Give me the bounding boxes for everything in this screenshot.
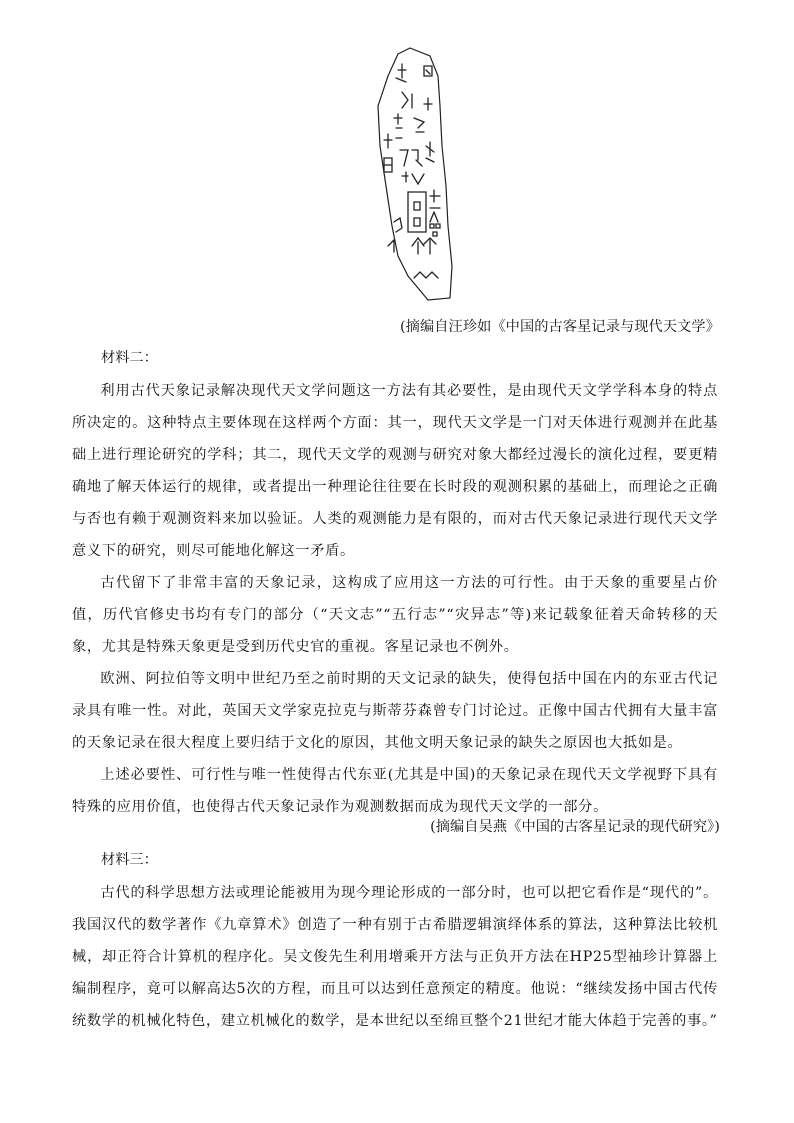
material-2-body <box>72 375 718 823</box>
paragraph: 利用古代天象记录解决现代天文学问题这一方法有其必要性，是由现代天文学学科本身的特点所决定的。这种特点主要体现在这样两个方面：其一，现代天文学是一门对天体进行观测并在此基础上进行理论研究的学科；其二，现代天文学的观测与研究对象大都经过漫长的演化过程，要更精确地了解天体运行的规律，或者提出一种理论往往要在长时段的观测积累的基础上，而理论之正确与否也有赖于观测资料来加以验证。人类的观测能力是有限的，而对古代天象记录进行现代天文学意义下的研究，则尽可能地化解这一矛盾。 <box>72 383 718 559</box>
oracle-bone-inscription-image <box>368 46 468 304</box>
paragraph: 古代的科学思想方法或理论能被用为现今理论形成的一部分时，也可以把它看作是“现代的”。我国汉代的数学著作《九章算术》创造了一种有别于古希腊逻辑演绎体系的算法，这种算法比较机械，却正符合计算机的程序化。吴文俊先生利用增乘开方法与正负开方法在HP25型袖珍计算器上编制程序，竟可以解高达5次的方程，而且可以达到任意预定的精度。他说：“继续发扬中国古代传统数学的机械化特色，建立机械化的数学，是本世纪以至绵亘整个21世纪才能大体趋于完善的事。” <box>72 885 718 1029</box>
material-3-body <box>72 877 718 1037</box>
material-3-label: 材料三： <box>101 852 158 868</box>
source-caption-1: (摘编自汪珍如《中国的古客星记录与现代天文学》 <box>400 319 720 335</box>
source-caption-2: (摘编自吴燕《中国的古客星记录的现代研究》) <box>430 819 720 835</box>
paragraph: 欧洲、阿拉伯等文明中世纪乃至之前时期的天文记录的缺失，使得包括中国在内的东亚古代记录具有唯一性。对此，英国天文学家克拉克与斯蒂芬森曾专门讨论过。正像中国古代拥有大量丰富的天象记录在很大程度上要归结于文化的原因，其他文明天象记录的缺失之原因也大抵如是。 <box>72 671 718 751</box>
paragraph: 上述必要性、可行性与唯一性使得古代东亚(尤其是中国)的天象记录在现代天文学视野下具有特殊的应用价值，也使得古代天象记录作为观测数据而成为现代天文学的一部分。 <box>72 767 718 815</box>
material-2-label: 材料二： <box>101 350 158 366</box>
paragraph: 古代留下了非常丰富的天象记录，这构成了应用这一方法的可行性。由于天象的重要星占价值，历代官修史书均有专门的部分（“天文志”“五行志”“灾异志”等)来记载象征着天命转移的天象，尤其是特殊天象更是受到历代史官的重视。客星记录也不例外。 <box>72 575 718 655</box>
